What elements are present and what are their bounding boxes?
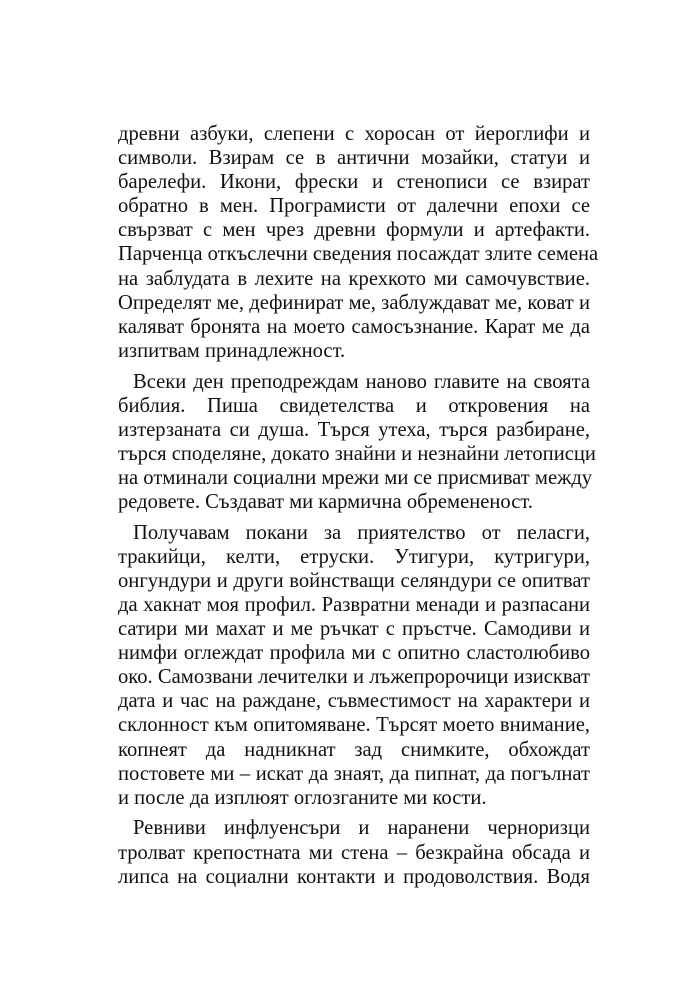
text-line: Всеки ден преподреждам наново главите на своята [133,370,590,393]
text-line: да хакнат моя профил. Развратни менади и разпасани [118,593,590,616]
paragraph-4 [118,816,590,888]
text-line: липса на социални контакти и продоволствия. Водя [118,865,590,888]
text-line: символи. Взирам се в антични мозайки, статуи и [118,147,590,170]
text-line: тролват крепостната ми стена – безкрайна обсада и [118,841,590,864]
text-line: онгундури и други войнстващи селяндури се опитват [118,569,590,592]
text-line: сатири ми махат и ме ръчкат с пръстче. Самодиви и [118,618,590,641]
text-line: търся споделяне, докато знайни и незнайни летописци [118,442,596,465]
text-line: нимфи оглеждат профила ми с опитно сластолюбиво [118,642,590,665]
text-line: копнеят да надникнат зад снимките, обхождат [118,738,590,761]
text-line: Парченца откъслечни сведения посаждат злите семена [118,243,599,266]
text-line: изтерзаната си душа. Търся утеха, търся разбиране, [118,418,590,441]
text-line: постовете ми – искат да знаят, да пипнат, да погълнат [118,762,590,785]
text-line: и после да изплюят оглозганите ми кости. [118,786,487,809]
paragraph-3 [118,521,590,810]
text-line: дата и час на раждане, съвместимост на характери и [118,690,590,713]
text-line: тракийци, келти, етруски. Утигури, кутригури, [118,545,590,568]
text-line: Ревниви инфлуенсъри и наранени черноризци [133,817,590,840]
text-line: склонност към опитомяване. Търсят моето внимание, [118,714,590,737]
text-line: редовете. Създават ми кармична обремененост. [118,491,533,513]
text-line: древни азбуки, слепени с хоросан от йероглифи и [118,123,590,145]
text-line: барелефи. Икони, фрески и стенописи се взират [118,171,590,194]
text-line: обратно в мен. Програмисти от далечни епохи се [118,195,590,218]
text-line: на заблудата в лехите на крехкото ми самочувствие. [118,267,590,290]
text-line: око. Самозвани лечителки и лъжепророчици изискват [118,666,590,689]
document-page [118,122,599,895]
text-line: Определят ме, дефинират ме, заблуждават ме, коват и [118,291,590,314]
text-line: свързват с мен чрез древни формули и артефакти. [118,219,590,242]
paragraph-2 [118,370,596,515]
text-line: на отминали социални мрежи ми се присмиват между [118,466,593,489]
text-line: Получавам покани за приятелство от пеласги, [133,521,590,544]
text-line: каляват бронята на моето самосъзнание. Карат ме да [118,315,590,338]
paragraph-1 [118,122,599,363]
text-line: изпитвам принадлежност. [118,339,346,362]
text-line: библия. Пиша свидетелства и откровения на [118,394,590,417]
